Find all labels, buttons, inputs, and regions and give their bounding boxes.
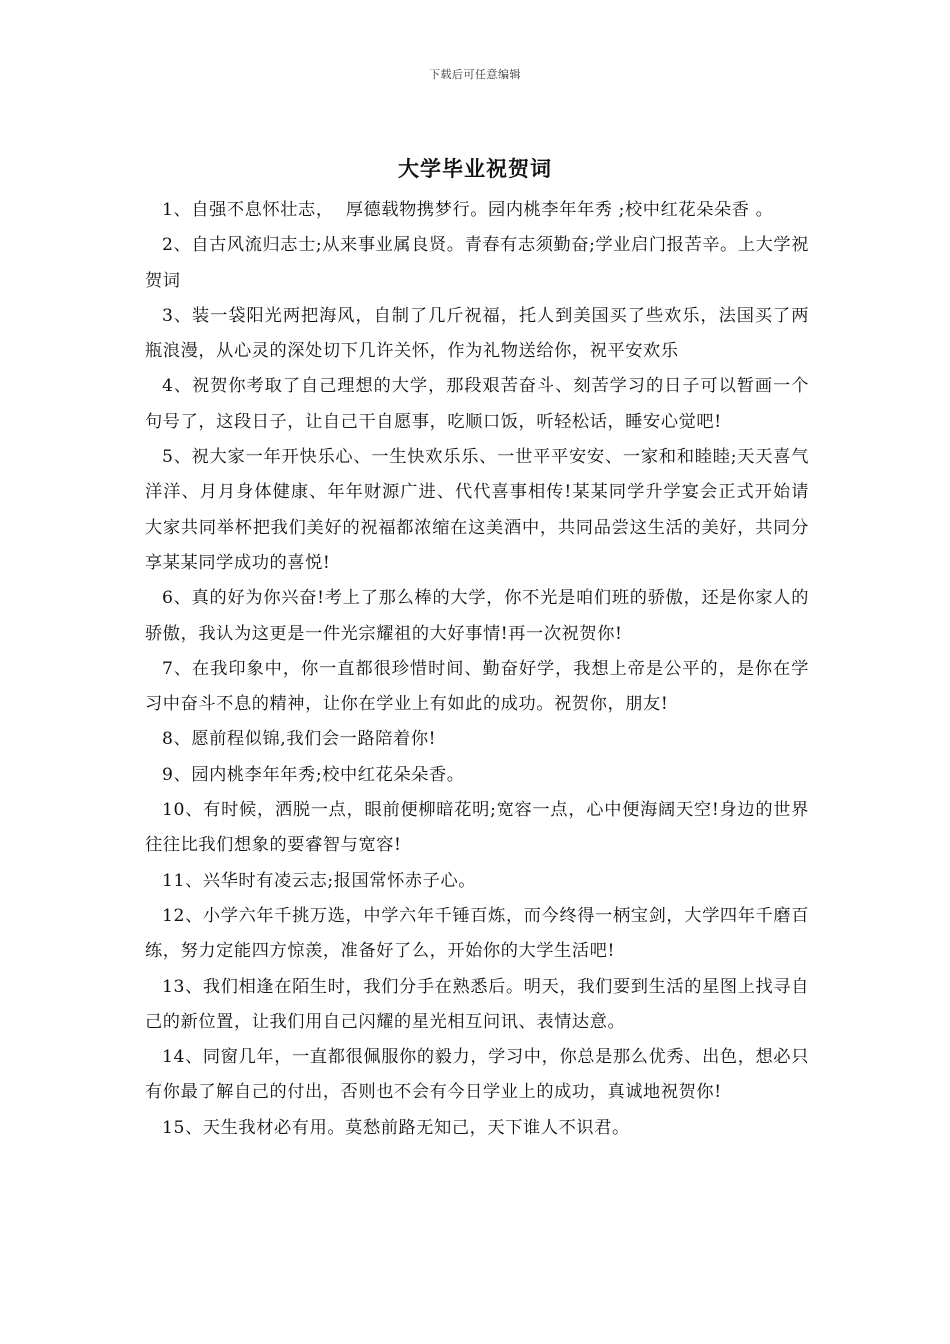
paragraph-3: 3、装一袋阳光两把海风，自制了几斤祝福，托人到美国买了些欢乐，法国买了两瓶浪漫，从心灵的深处切下几许关怀，作为礼物送给你，祝平安欢乐 xyxy=(145,305,809,362)
paragraph-5: 5、祝大家一年开快乐心、一生快欢乐乐、一世平平安安、一家和和睦睦;天天喜气洋洋、月月身体健康、年年财源广进、代代喜事相传!某某同学升学宴会正式开始请大家共同举杯把我们美好的祝福都浓缩在这美酒中，共同品尝这生活的美好，共同分享某某同学成功的喜悦! xyxy=(145,447,809,573)
paragraph-13: 13、我们相逢在陌生时，我们分手在熟悉后。明天，我们要到生活的星图上找寻自己的新位置，让我们用自己闪耀的星光相互问讯、表情达意。 xyxy=(145,976,809,1032)
paragraph-4: 4、祝贺你考取了自己理想的大学，那段艰苦奋斗、刻苦学习的日子可以暂画一个句号了，这段日子，让自己干自愿事，吃顺口饭，听轻松话，睡安心觉吧! xyxy=(145,376,809,432)
paragraph-10: 10、有时候，洒脱一点，眼前便柳暗花明;宽容一点，心中便海阔天空!身边的世界往往比我们想象的要睿智与宽容! xyxy=(145,800,809,856)
paragraph-8: 8、愿前程似锦,我们会一路陪着你! xyxy=(162,729,437,750)
paragraph-15: 15、天生我材必有用。莫愁前路无知己，天下谁人不识君。 xyxy=(162,1117,630,1138)
paragraph-7: 7、在我印象中，你一直都很珍惜时间、勤奋好学，我想上帝是公平的，是你在学习中奋斗不息的精神，让你在学业上有如此的成功。祝贺你，朋友! xyxy=(145,658,809,715)
document-title: 大学毕业祝贺词 xyxy=(398,157,552,181)
paragraph-12: 12、小学六年千挑万选，中学六年千锤百炼，而今终得一柄宝剑，大学四年千磨百练，努力定能四方惊羡，准备好了么，开始你的大学生活吧! xyxy=(145,905,809,962)
paragraph-6: 6、真的好为你兴奋!考上了那么棒的大学，你不光是咱们班的骄傲，还是你家人的骄傲，我认为这更是一件光宗耀祖的大好事情!再一次祝贺你! xyxy=(145,588,809,644)
paragraph-2: 2、自古风流归志士;从来事业属良贤。青春有志须勤奋;学业启门报苦辛。上大学祝贺词 xyxy=(145,235,809,291)
paragraph-14: 14、同窗几年，一直都很佩服你的毅力，学习中，你总是那么优秀、出色，想必只有你最了解自己的付出，否则也不会有今日学业上的成功，真诚地祝贺你! xyxy=(145,1047,809,1103)
paragraph-11: 11、兴华时有凌云志;报国常怀赤子心。 xyxy=(162,870,477,891)
header-note: 下载后可任意编辑 xyxy=(429,68,521,81)
document-body xyxy=(145,193,809,1146)
paragraph-9: 9、园内桃李年年秀;校中红花朵朵香。 xyxy=(162,764,465,785)
paragraph-1: 1、自强不息怀壮志， 厚德载物携梦行。园内桃李年年秀 ;校中红花朵朵香 。 xyxy=(162,200,774,220)
